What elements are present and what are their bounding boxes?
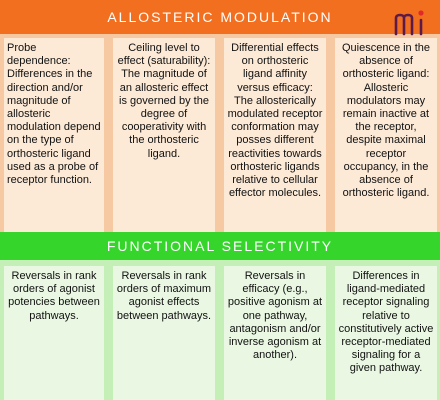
- functional-selectivity-header: [0, 232, 440, 260]
- efficacy-reversal-cell: Reversals in efficacy (e.g., positive agonism at one pathway, antagonism and/or inverse agonism at another).: [224, 266, 326, 400]
- quiescence-cell: Quiescence in the absence of orthosteric ligand: Allosteric modulators may remain inactive at the receptor, despite maximal receptor occupancy, in the absence of orthosteric ligand.: [335, 38, 437, 232]
- allosteric-modulation-title: ALLOSTERIC MODULATION: [107, 9, 333, 25]
- functional-selectivity-title: FUNCTIONAL SELECTIVITY: [106, 238, 334, 254]
- mi-logo-icon: [392, 4, 436, 38]
- differential-effects-cell: Differential effects on orthosteric ligand affinity versus efficacy: The allosterically modulated receptor conformation may posses different reactivities towards orthosteric ligands relative to cellular effector molecules.: [224, 38, 326, 232]
- potency-reversal-cell: Reversals in rank orders of agonist potencies between pathways.: [4, 266, 104, 400]
- max-effect-reversal-cell: Reversals in rank orders of maximum agonist effects between pathways.: [113, 266, 215, 400]
- probe-dependence-cell: Probe dependence: Differences in the direction and/or magnitude of allosteric modulation depend on the type of orthosteric ligand used as a probe of receptor function.: [4, 38, 104, 232]
- allosteric-modulation-header: [0, 0, 440, 34]
- signaling-difference-cell: Differences in ligand-mediated receptor signaling relative to constitutively active receptor-mediated signaling for a given pathway.: [335, 266, 437, 400]
- ceiling-level-cell: Ceiling level to effect (saturability): The magnitude of an allosteric effect is governed by the degree of cooperativity with the orthosteric ligand.: [113, 38, 215, 232]
